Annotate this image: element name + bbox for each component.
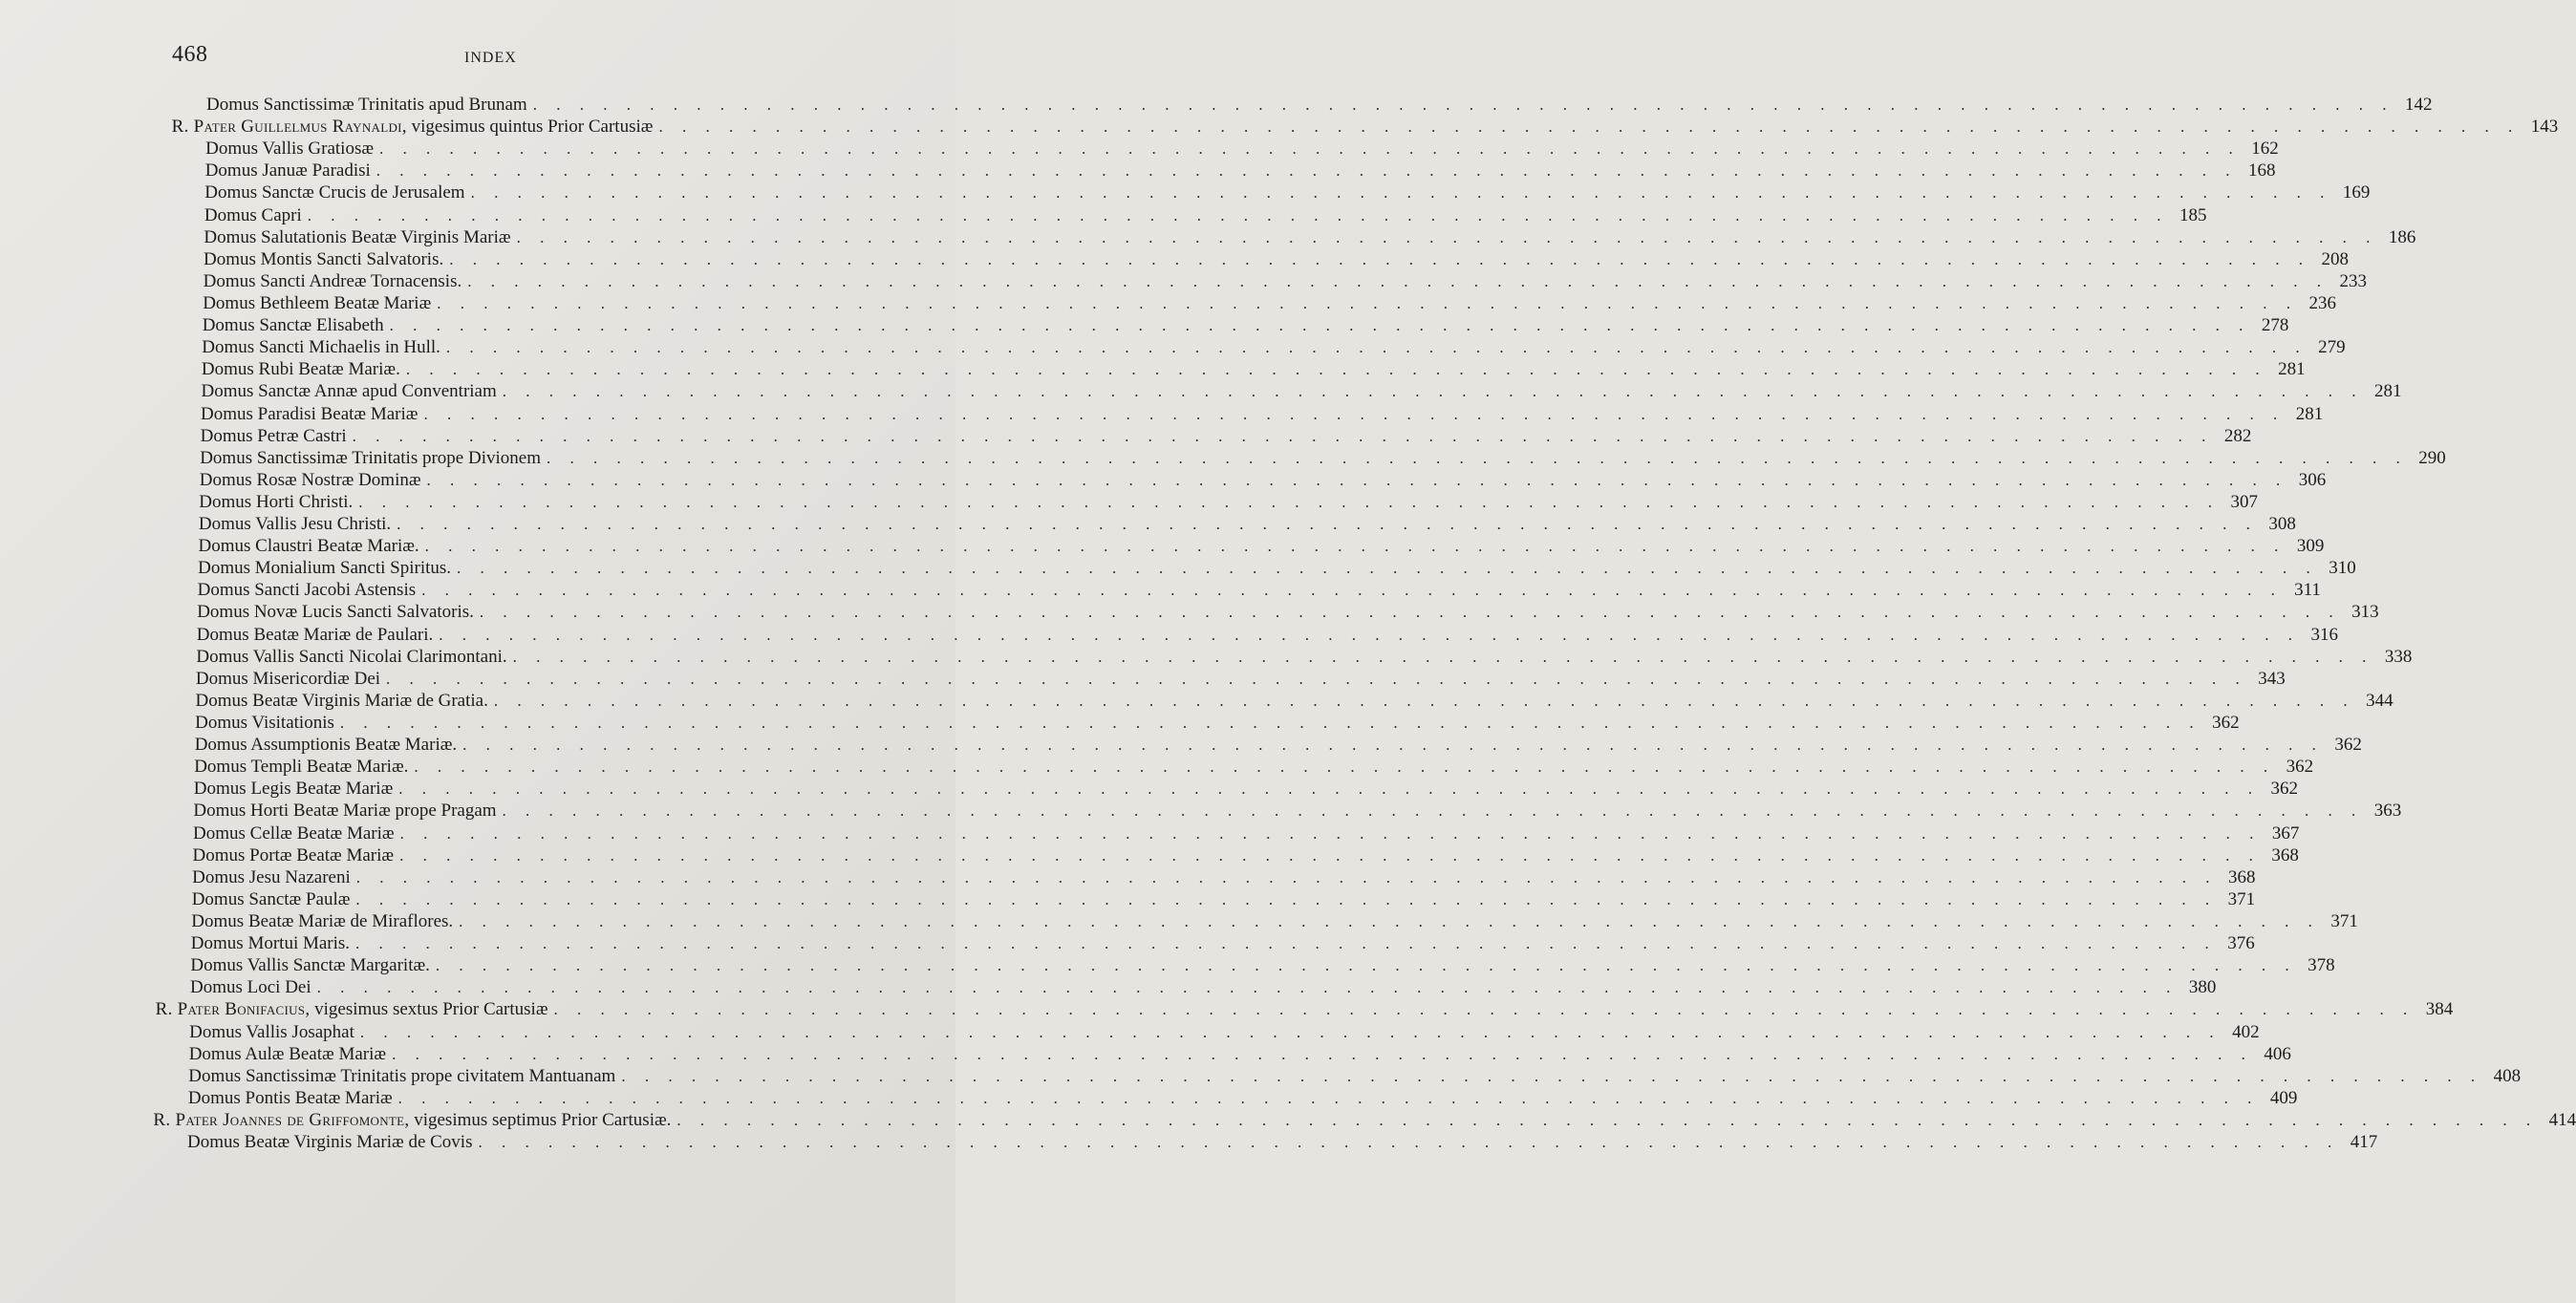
dot-leader: . . . . . . . . . . . . . . . . . . . . . . . . . . . . . . . . . . . . . . . . . . . . . . . . . . . . . . . . . . . . . . . . . . . . . . . . . . . . . . . . [386,669,2247,688]
page-reference: 306 [2298,469,2327,490]
house-entry [202,336,2346,359]
page-reference: 279 [2318,337,2346,358]
house-entry [198,535,2325,558]
prior-entry [155,998,2454,1021]
house-entry [194,734,2362,757]
page-reference: 380 [2188,977,2217,998]
house-entry [192,844,2299,867]
dot-leader: . . . . . . . . . . . . . . . . . . . . . . . . . . . . . . . . . . . . . . . . . . . . . . . . . . . . . . . . . . . . . . . . . . . . . . . . . . . . . . . . [423,404,2286,423]
running-head: INDEX [464,50,517,66]
dot-leader: . . . . . . . . . . . . . . . . . . . . . . . . . . . . . . . . . . . . . . . . . . . . . . . . . . . . . . . . . . . . . . . . . . . . . . . . . . . . . . . . [355,867,2218,886]
dot-leader: . . . . . . . . . . . . . . . . . . . . . . . . . . . . . . . . . . . . . . . . . . . . . . . . . . . . . . . . . . . . . . . . . . . . . . . . . . . . . . . . [516,227,2378,246]
page-reference: 162 [2251,139,2279,160]
house-entry [193,778,2298,801]
page-reference: 310 [2329,558,2356,579]
dot-leader: . . . . . . . . . . . . . . . . . . . . . . . . . . . . . . . . . . . . . . . . . . . . . . . . . . . . . . . . . . . . . . . . . . . . . . . . . . . . . . . . [397,515,2258,533]
house-entry [195,690,2394,713]
house-entry [200,447,2446,470]
house-name: Domus Capri [204,204,302,225]
house-name: Domus Aulæ Beatæ Mariæ [188,1043,387,1064]
house-entry [195,712,2240,735]
house-name: Domus Petræ Castri [200,425,347,446]
house-entry [203,270,2367,293]
house-name: Domus Sanctissimæ Trinitatis prope Divionem [200,447,541,468]
house-name: Domus Vallis Sanctæ Margaritæ. [190,955,430,976]
page-reference: 406 [2264,1043,2291,1064]
page-reference: 307 [2230,491,2259,512]
prior-name: R. Pater Joannes de Griffomonte, [153,1109,410,1130]
house-entry [188,1043,2291,1066]
house-entry [193,800,2402,822]
dot-leader: . . . . . . . . . . . . . . . . . . . . . . . . . . . . . . . . . . . . . . . . . . . . . . . . . . . . . . . . . . . . . . . . . . . . . . . . . . . . . . . . [392,1044,2253,1063]
house-name: Domus Mortui Maris. [190,933,351,953]
dot-leader: . . . . . . . . . . . . . . . . . . . . . . . . . . . . . . . . . . . . . . . . . . . . . . . . . . . . . . . . . . . . . . . . . . . . . . . . . . . . . . . . [352,426,2214,445]
house-name: Domus Templi Beatæ Mariæ. [194,757,409,778]
house-entry [193,822,2300,845]
dot-leader: . . . . . . . . . . . . . . . . . . . . . . . . . . . . . . . . . . . . . . . . . . . . . . . . . . . . . . . . . . . . . . . . . . . . . . . . . . . . . . . . [676,1110,2539,1129]
house-name: Domus Januæ Paradisi [204,160,371,182]
dot-leader: . . . . . . . . . . . . . . . . . . . . . . . . . . . . . . . . . . . . . . . . . . . . . . . . . . . . . . . . . . . . . . . . . . . . . . . . . . . . . . . . [457,559,2318,578]
house-entry [190,954,2335,977]
house-name: Domus Horti Beatæ Mariæ prope Pragam [193,801,497,822]
dot-leader: . . . . . . . . . . . . . . . . . . . . . . . . . . . . . . . . . . . . . . . . . . . . . . . . . . . . . . . . . . . . . . . . . . . . . . . . . . . . . . . . [547,448,2408,467]
prior-entry [171,116,2559,139]
house-entry [194,756,2314,779]
house-name: Domus Monialium Sancti Spiritus. [198,558,452,579]
dot-leader: . . . . . . . . . . . . . . . . . . . . . . . . . . . . . . . . . . . . . . . . . . . . . . . . . . . . . . . . . . . . . . . . . . . . . . . . . . . . . . . . [478,1133,2340,1151]
page-reference: 363 [2373,801,2402,822]
house-entry [191,888,2256,911]
house-name: Domus Sanctissimæ Trinitatis prope civitatem Mantuanam [188,1065,616,1086]
page-reference: 313 [2351,602,2379,623]
house-entry [204,248,2349,271]
page-reference: 311 [2294,580,2321,601]
dot-leader: . . . . . . . . . . . . . . . . . . . . . . . . . . . . . . . . . . . . . . . . . . . . . . . . . . . . . . . . . . . . . . . . . . . . . . . . . . . . . . . . [426,470,2288,489]
house-entry [192,866,2256,889]
page-reference: 236 [2308,293,2336,313]
house-name: Domus Rosæ Nostræ Dominæ [199,469,421,490]
dot-leader: . . . . . . . . . . . . . . . . . . . . . . . . . . . . . . . . . . . . . . . . . . . . . . . . . . . . . . . . . . . . . . . . . . . . . . . . . . . . . . . . [512,647,2374,666]
prior-name: R. Pater Guillelmus Raynaldi, [171,117,407,138]
page-reference: 362 [2286,757,2314,778]
page-reference: 281 [2295,403,2324,424]
dot-leader: . . . . . . . . . . . . . . . . . . . . . . . . . . . . . . . . . . . . . . . . . . . . . . . . . . . . . . . . . . . . . . . . . . . . . . . . . . . . . . . . [502,382,2364,401]
dot-leader: . . . . . . . . . . . . . . . . . . . . . . . . . . . . . . . . . . . . . . . . . . . . . . . . . . . . . . . . . . . . . . . . . . . . . . . . . . . . . . . . [445,338,2308,357]
house-entry [197,579,2321,602]
house-name: Domus Sanctæ Annæ apud Conventriam [201,381,497,402]
house-entry [190,976,2217,999]
page-reference: 282 [2223,425,2252,446]
house-name: Domus Pontis Beatæ Mariæ [187,1087,393,1108]
house-name: Domus Vallis Josaphat [189,1021,354,1042]
house-name: Domus Beatæ Mariæ de Miraflores. [191,910,454,931]
house-name: Domus Cellæ Beatæ Mariæ [193,822,395,844]
house-entry [197,601,2379,624]
page-reference: 371 [2330,910,2358,931]
house-name: Domus Sanctissimæ Trinitatis apud Brunam [206,95,527,115]
page-reference: 185 [2179,204,2207,225]
page-reference: 408 [2493,1065,2522,1086]
house-entry [188,1065,2522,1088]
page-reference: 402 [2232,1021,2260,1042]
prior-name: R. Pater Bonifacius, [155,999,311,1020]
house-name: Domus Loci Dei [190,977,311,998]
page-reference: 309 [2296,536,2325,557]
page-reference: 362 [2270,779,2298,800]
house-entry [204,204,2207,227]
dot-leader: . . . . . . . . . . . . . . . . . . . . . . . . . . . . . . . . . . . . . . . . . . . . . . . . . . . . . . . . . . . . . . . . . . . . . . . . . . . . . . . . [459,911,2320,930]
page-reference: 168 [2248,160,2276,182]
house-entry [195,668,2286,691]
house-entry [203,292,2336,315]
page-reference: 308 [2268,514,2296,534]
page-reference: 367 [2271,822,2300,844]
dot-leader: . . . . . . . . . . . . . . . . . . . . . . . . . . . . . . . . . . . . . . . . . . . . . . . . . . . . . . . . . . . . . . . . . . . . . . . . . . . . . . . . [437,294,2298,312]
page-reference: 368 [2228,866,2256,887]
page-reference: 376 [2227,933,2255,953]
house-name: Domus Visitationis [195,713,334,733]
dot-leader: . . . . . . . . . . . . . . . . . . . . . . . . . . . . . . . . . . . . . . . . . . . . . . . . . . . . . . . . . . . . . . . . . . . . . . . . . . . . . . . . [358,492,2221,511]
house-name: Domus Vallis Sancti Nicolai Clarimontani. [196,646,507,667]
dot-leader: . . . . . . . . . . . . . . . . . . . . . . . . . . . . . . . . . . . . . . . . . . . . . . . . . . . . . . . . . . . . . . . . . . . . . . . . . . . . . . . . [449,249,2310,268]
dot-leader: . . . . . . . . . . . . . . . . . . . . . . . . . . . . . . . . . . . . . . . . . . . . . . . . . . . . . . . . . . . . . . . . . . . . . . . . . . . . . . . . [379,139,2241,159]
house-entry [204,160,2276,182]
house-name: Domus Sanctæ Paulæ [191,888,351,909]
house-name: Domus Sancti Michaelis in Hull. [202,337,440,358]
dot-leader: . . . . . . . . . . . . . . . . . . . . . . . . . . . . . . . . . . . . . . . . . . . . . . . . . . . . . . . . . . . . . . . . . . . . . . . . . . . . . . . . [467,271,2329,290]
house-entry [201,358,2306,381]
prior-description: vigesimus sextus Prior Cartusiæ [310,999,548,1020]
dot-leader: . . . . . . . . . . . . . . . . . . . . . . . . . . . . . . . . . . . . . . . . . . . . . . . . . . . . . . . . . . . . . . . . . . . . . . . . . . . . . . . . [389,316,2251,335]
dot-leader: . . . . . . . . . . . . . . . . . . . . . . . . . . . . . . . . . . . . . . . . . . . . . . . . . . . . . . . . . . . . . . . . . . . . . . . . . . . . . . . . [435,956,2297,975]
dot-leader: . . . . . . . . . . . . . . . . . . . . . . . . . . . . . . . . . . . . . . . . . . . . . . . . . . . . . . . . . . . . . . . . . . . . . . . . . . . . . . . . [658,117,2521,137]
page-reference: 186 [2388,226,2416,247]
house-name: Domus Horti Christi. [199,491,354,512]
house-name: Domus Legis Beatæ Mariæ [193,779,394,800]
page-reference: 233 [2339,270,2367,291]
dot-leader: . . . . . . . . . . . . . . . . . . . . . . . . . . . . . . . . . . . . . . . . . . . . . . . . . . . . . . . . . . . . . . . . . . . . . . . . . . . . . . . . [307,205,2169,224]
prior-heading [156,998,548,1021]
prior-description: vigesimus quintus Prior Cartusiæ [406,117,654,138]
house-entry [204,182,2371,204]
dot-leader: . . . . . . . . . . . . . . . . . . . . . . . . . . . . . . . . . . . . . . . . . . . . . . . . . . . . . . . . . . . . . . . . . . . . . . . . . . . . . . . . [355,889,2218,908]
house-entry [199,469,2327,492]
house-name: Domus Beatæ Mariæ de Paulari. [196,624,434,645]
dot-leader: . . . . . . . . . . . . . . . . . . . . . . . . . . . . . . . . . . . . . . . . . . . . . . . . . . . . . . . . . . . . . . . . . . . . . . . . . . . . . . . . [502,801,2364,821]
dot-leader: . . . . . . . . . . . . . . . . . . . . . . . . . . . . . . . . . . . . . . . . . . . . . . . . . . . . . . . . . . . . . . . . . . . . . . . . . . . . . . . . [414,758,2276,777]
house-name: Domus Misericordiæ Dei [195,668,381,689]
house-entry [205,138,2279,160]
page-reference: 371 [2227,888,2256,909]
prior-heading [172,116,654,139]
house-name: Domus Sancti Jacobi Astensis [197,580,417,601]
house-name: Domus Jesu Nazareni [192,866,351,887]
house-entry [187,1131,2378,1154]
house-name: Domus Assumptionis Beatæ Mariæ. [194,735,458,756]
page-reference: 362 [2212,713,2240,733]
dot-leader: . . . . . . . . . . . . . . . . . . . . . . . . . . . . . . . . . . . . . . . . . . . . . . . . . . . . . . . . . . . . . . . . . . . . . . . . . . . . . . . . [479,603,2341,622]
dot-leader: . . . . . . . . . . . . . . . . . . . . . . . . . . . . . . . . . . . . . . . . . . . . . . . . . . . . . . . . . . . . . . . . . . . . . . . . . . . . . . . . [439,625,2301,644]
page-reference: 338 [2384,646,2413,667]
dot-leader: . . . . . . . . . . . . . . . . . . . . . . . . . . . . . . . . . . . . . . . . . . . . . . . . . . . . . . . . . . . . . . . . . . . . . . . . . . . . . . . . [462,736,2324,755]
page-reference: 414 [2548,1109,2576,1130]
house-entry [189,1021,2260,1044]
page-reference: 368 [2271,844,2299,865]
page-reference: 316 [2310,624,2339,645]
page-reference: 417 [2350,1132,2378,1152]
dot-leader: . . . . . . . . . . . . . . . . . . . . . . . . . . . . . . . . . . . . . . . . . . . . . . . . . . . . . . . . . . . . . . . . . . . . . . . . . . . . . . . . [421,581,2283,600]
dot-leader: . . . . . . . . . . . . . . . . . . . . . . . . . . . . . . . . . . . . . . . . . . . . . . . . . . . . . . . . . . . . . . . . . . . . . . . . . . . . . . . . [399,845,2261,865]
house-name: Domus Vallis Jesu Christi. [198,514,392,534]
house-entry [191,910,2358,933]
page-reference: 362 [2334,735,2362,756]
page-reference: 409 [2269,1087,2298,1108]
dot-leader: . . . . . . . . . . . . . . . . . . . . . . . . . . . . . . . . . . . . . . . . . . . . . . . . . . . . . . . . . . . . . . . . . . . . . . . . . . . . . . . . [339,714,2201,732]
house-entry [198,513,2296,536]
page-reference: 384 [2425,999,2454,1020]
house-name: Domus Vallis Gratiosæ [205,139,375,160]
dot-leader: . . . . . . . . . . . . . . . . . . . . . . . . . . . . . . . . . . . . . . . . . . . . . . . . . . . . . . . . . . . . . . . . . . . . . . . . . . . . . . . . [376,161,2238,181]
house-entry [201,403,2324,426]
house-entry [202,314,2289,337]
house-entry [196,646,2413,669]
house-name: Domus Rubi Beatæ Mariæ. [201,359,400,380]
dot-leader: . . . . . . . . . . . . . . . . . . . . . . . . . . . . . . . . . . . . . . . . . . . . . . . . . . . . . . . . . . . . . . . . . . . . . . . . . . . . . . . . [532,96,2394,114]
page-reference: 142 [2404,95,2433,115]
dot-leader: . . . . . . . . . . . . . . . . . . . . . . . . . . . . . . . . . . . . . . . . . . . . . . . . . . . . . . . . . . . . . . . . . . . . . . . . . . . . . . . . [359,1022,2222,1041]
house-entry [198,557,2356,580]
page-reference: 278 [2261,315,2289,336]
house-name: Domus Montis Sancti Salvatoris. [204,248,444,269]
page-reference: 281 [2374,381,2402,402]
page-reference: 344 [2366,690,2394,711]
dot-leader: . . . . . . . . . . . . . . . . . . . . . . . . . . . . . . . . . . . . . . . . . . . . . . . . . . . . . . . . . . . . . . . . . . . . . . . . . . . . . . . . [470,183,2332,203]
house-name: Domus Paradisi Beatæ Mariæ [201,403,419,424]
house-entry [206,94,2433,117]
house-name: Domus Salutationis Beatæ Virginis Mariæ [204,226,511,247]
page-reference: 208 [2321,248,2349,269]
house-entry [201,380,2402,403]
dot-leader: . . . . . . . . . . . . . . . . . . . . . . . . . . . . . . . . . . . . . . . . . . . . . . . . . . . . . . . . . . . . . . . . . . . . . . . . . . . . . . . . [424,537,2286,556]
dot-leader: . . . . . . . . . . . . . . . . . . . . . . . . . . . . . . . . . . . . . . . . . . . . . . . . . . . . . . . . . . . . . . . . . . . . . . . . . . . . . . . . [399,823,2262,843]
house-name: Domus Claustri Beatæ Mariæ. [198,536,419,557]
house-name: Domus Bethleem Beatæ Mariæ [203,293,432,313]
house-entry [199,491,2259,514]
dot-leader: . . . . . . . . . . . . . . . . . . . . . . . . . . . . . . . . . . . . . . . . . . . . . . . . . . . . . . . . . . . . . . . . . . . . . . . . . . . . . . . . [316,978,2179,997]
house-entry [204,226,2416,249]
dot-leader: . . . . . . . . . . . . . . . . . . . . . . . . . . . . . . . . . . . . . . . . . . . . . . . . . . . . . . . . . . . . . . . . . . . . . . . . . . . . . . . . [355,934,2217,952]
house-name: Domus Sanctæ Elisabeth [202,315,384,336]
page-reference: 281 [2278,359,2306,380]
house-name: Domus Beatæ Virginis Mariæ de Gratia. [195,690,488,711]
house-entry [190,932,2255,955]
house-entry [187,1087,2298,1110]
page-reference: 343 [2258,668,2286,689]
house-name: Domus Portæ Beatæ Mariæ [192,844,395,865]
page-reference: 169 [2342,182,2371,203]
house-name: Domus Novæ Lucis Sancti Salvatoris. [197,602,474,623]
page-reference: 290 [2418,447,2446,468]
house-name: Domus Sancti Andreæ Tornacensis. [203,270,462,291]
page-reference: 378 [2308,955,2335,976]
dot-leader: . . . . . . . . . . . . . . . . . . . . . . . . . . . . . . . . . . . . . . . . . . . . . . . . . . . . . . . . . . . . . . . . . . . . . . . . . . . . . . . . [621,1066,2483,1085]
prior-entry [153,1109,2576,1132]
prior-description: vigesimus septimus Prior Cartusiæ. [409,1109,672,1130]
dot-leader: . . . . . . . . . . . . . . . . . . . . . . . . . . . . . . . . . . . . . . . . . . . . . . . . . . . . . . . . . . . . . . . . . . . . . . . . . . . . . . . . [493,691,2355,710]
page-number: 468 [172,42,208,67]
house-name: Domus Sanctæ Crucis de Jerusalem [204,182,465,203]
dot-leader: . . . . . . . . . . . . . . . . . . . . . . . . . . . . . . . . . . . . . . . . . . . . . . . . . . . . . . . . . . . . . . . . . . . . . . . . . . . . . . . . [397,1088,2260,1107]
house-entry [196,624,2339,647]
house-entry [200,425,2252,448]
dot-leader: . . . . . . . . . . . . . . . . . . . . . . . . . . . . . . . . . . . . . . . . . . . . . . . . . . . . . . . . . . . . . . . . . . . . . . . . . . . . . . . . [405,360,2267,379]
prior-heading [153,1109,671,1132]
house-name: Domus Beatæ Virginis Mariæ de Covis [187,1132,473,1152]
dot-leader: . . . . . . . . . . . . . . . . . . . . . . . . . . . . . . . . . . . . . . . . . . . . . . . . . . . . . . . . . . . . . . . . . . . . . . . . . . . . . . . . [398,780,2260,799]
page-reference: 143 [2530,117,2559,138]
dot-leader: . . . . . . . . . . . . . . . . . . . . . . . . . . . . . . . . . . . . . . . . . . . . . . . . . . . . . . . . . . . . . . . . . . . . . . . . . . . . . . . . [553,1000,2415,1019]
